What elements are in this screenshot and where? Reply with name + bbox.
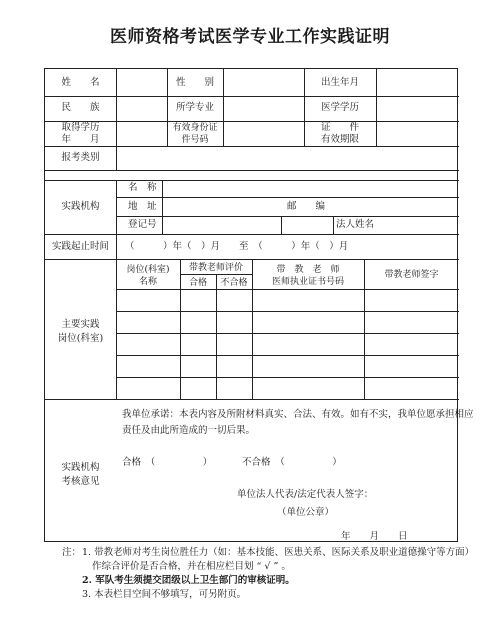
education-label: 医学学历 <box>320 102 359 113</box>
col-divider <box>333 216 334 234</box>
pass-header: 合格 <box>188 278 207 288</box>
row-divider <box>45 399 459 400</box>
row-divider <box>116 289 459 290</box>
fail-header: 不合格 <box>220 278 248 288</box>
note-item: 2. 军队考生须提交团级以上卫生部门的审核证明。 <box>82 575 295 586</box>
postcode-label: 邮 编 <box>287 201 326 212</box>
note-item: 3. 本表栏目空间不够填写，可另附页。 <box>82 589 247 600</box>
row-divider <box>45 96 459 97</box>
graduation-label: 取得学历 <box>61 122 100 133</box>
col-divider <box>162 180 163 234</box>
promise-text: 责任及由此所造成的一切后果。 <box>122 425 256 436</box>
positions-section-label: 岗位(科室) <box>57 333 104 344</box>
gender-label: 性 别 <box>175 77 214 88</box>
form-table <box>44 68 474 542</box>
promise-text: 我单位承诺：本表内容及所附材料真实、合法、有效。如有不实，我单位愿承担相应 <box>122 409 474 420</box>
teacher-cert-header: 带 教 老 师 <box>276 265 340 275</box>
teacher-sign-header: 带教老师签字 <box>384 270 439 280</box>
positions-section-label: 主要实践 <box>61 319 100 330</box>
col-divider <box>216 274 217 399</box>
note-item: 1. 带教老师对考生岗位胜任力（如：基本技能、医患关系、医际关系及职业道德操守等方面） <box>82 547 475 558</box>
col-divider <box>116 180 117 399</box>
row-divider <box>45 170 459 171</box>
date-line: 年 月 日 <box>341 531 408 542</box>
institution-section-label: 实践机构 <box>61 201 100 212</box>
row-divider <box>116 197 459 198</box>
row-divider <box>116 355 459 356</box>
id-number-label: 有效身份证 <box>172 123 218 133</box>
col-divider <box>223 69 224 146</box>
registration-label: 登记号 <box>128 219 157 230</box>
cert-validity-label: 有效期限 <box>320 134 359 145</box>
name-label: 姓 名 <box>61 77 100 88</box>
row-divider <box>45 180 459 181</box>
col-divider <box>281 216 282 234</box>
graduation-label: 年 月 <box>61 134 100 145</box>
ethnic-label: 民 族 <box>61 102 100 113</box>
col-divider <box>116 69 117 170</box>
row-divider <box>45 234 459 235</box>
assessment-section-label: 考核意见 <box>61 476 100 487</box>
period-label: 实践起止时间 <box>51 241 109 252</box>
birth-label: 出生年月 <box>320 77 359 88</box>
signature-line: 单位法人代表/法定代表人签字： <box>237 489 374 500</box>
teacher-cert-header: 医师执业证书号码 <box>271 277 344 287</box>
major-label: 所学专业 <box>175 102 214 113</box>
fail-option: 不合格 （ ） <box>242 457 342 468</box>
institution-name-label: 名 称 <box>128 182 157 193</box>
period-text: （ ）年（ ）月 至 （ ）年（ ）月 <box>125 241 349 252</box>
note-item: 作综合评价是否合格，并在相应栏目划 “ √ ” 。 <box>92 561 291 572</box>
notes-prefix: 注： <box>62 547 82 558</box>
cert-validity-label: 证 件 <box>320 122 359 133</box>
row-divider <box>116 216 459 217</box>
row-divider <box>45 146 459 147</box>
teacher-eval-header: 带教老师评价 <box>188 263 243 273</box>
col-divider <box>376 69 377 146</box>
institution-address-label: 地 址 <box>128 201 157 212</box>
dept-header: 名称 <box>138 277 157 287</box>
form-title: 医师资格考试医学专业工作实践证明 <box>110 27 390 47</box>
row-divider <box>116 333 459 334</box>
dept-header: 岗位(科室) <box>126 265 170 275</box>
row-divider <box>116 311 459 312</box>
id-number-label: 件号码 <box>181 135 209 145</box>
stamp-line: （单位公章） <box>277 507 335 518</box>
legal-person-label: 法人姓名 <box>336 219 375 230</box>
pass-option: 合格 （ ） <box>122 457 213 468</box>
row-divider <box>116 377 459 378</box>
exam-category-label: 报考类别 <box>61 152 100 163</box>
assessment-section-label: 实践机构 <box>61 462 100 473</box>
